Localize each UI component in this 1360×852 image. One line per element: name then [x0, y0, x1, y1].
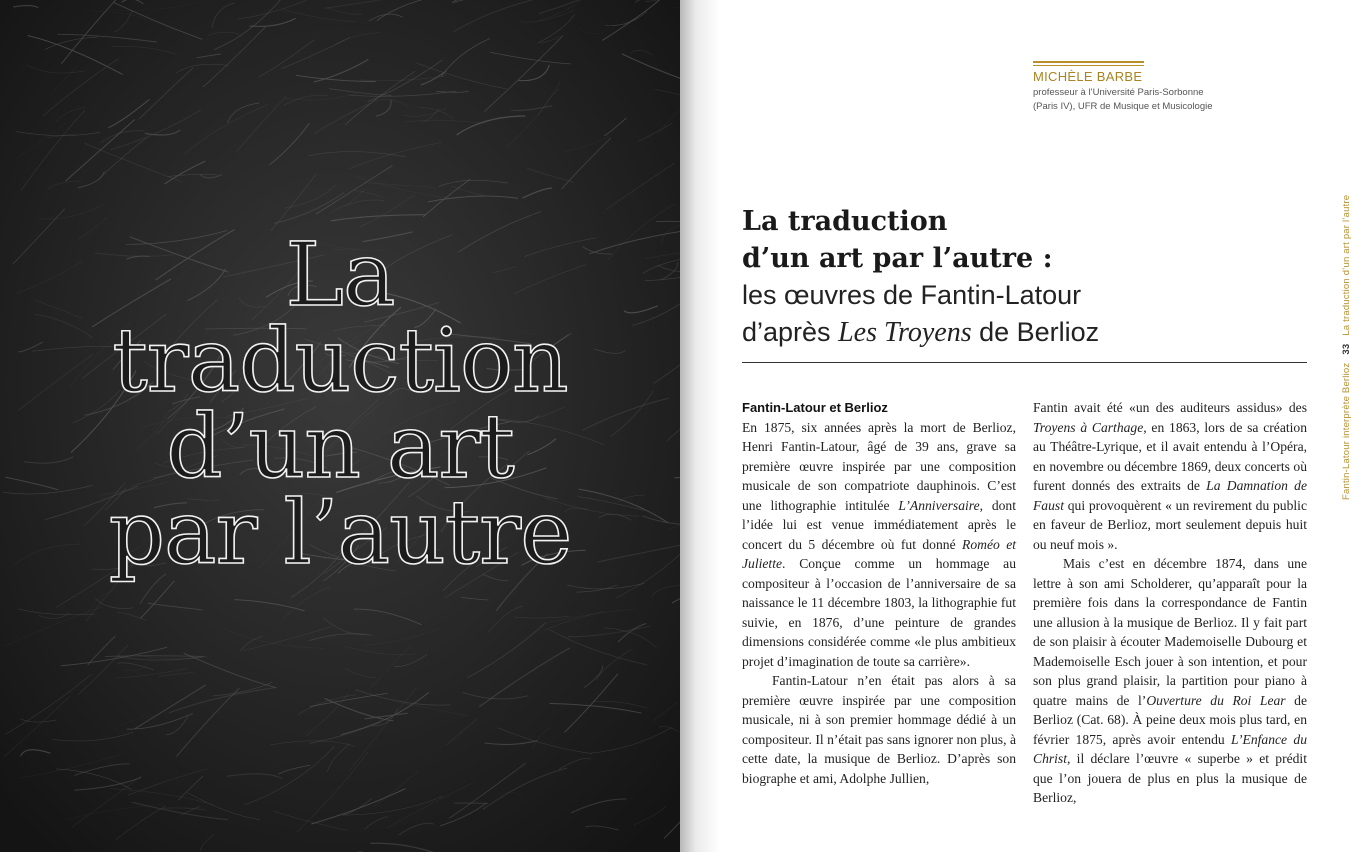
body-column-2 — [1033, 398, 1307, 808]
running-head-right: La traduction d’un art par l’autre — [1341, 194, 1352, 336]
subtitle-text: de Berlioz — [971, 317, 1100, 347]
author-rule — [1033, 61, 1144, 63]
running-head — [1341, 195, 1352, 500]
author-block — [1033, 61, 1253, 114]
cover-title-line: traduction — [112, 309, 568, 412]
subtitle-line — [742, 314, 1312, 351]
title-divider — [742, 362, 1307, 363]
author-role — [1033, 86, 1253, 114]
section-heading: Fantin-Latour et Berlioz — [742, 400, 888, 415]
title-line: d’un art par l’autre : — [742, 243, 1053, 274]
cover-title-line: La — [285, 223, 395, 326]
author-rule — [1033, 65, 1144, 66]
cover-title-line: d’un art — [166, 395, 514, 498]
paragraph: En 1875, six années après la mort de Berlioz, Henri Fantin-Latour, âgé de 39 ans, grave sa première œuvre inspirée par une composition musicale de son compatriote dauphinois. C’est une lithographie intitulée L’Anniversaire, dont l’idée lui est venue immédiatement après le concert du 5 décembre où fut donné Roméo et Juliette. Conçue comme un hommage au compositeur à l’occasion de l’anniversaire de sa naissance le 11 décembre 1803, la lithographie fut suivie, en 1876, d’une peinture de grandes dimensions considérée comme «le plus ambitieux projet d’imagination de toute sa carrière». — [742, 419, 1017, 669]
subtitle-italic: Les Troyens — [838, 317, 972, 348]
title-line: La traduction — [742, 206, 948, 237]
paragraph: Fantin-Latour n’en était pas alors à sa première œuvre inspirée par une composition musicale, ni à son premier hommage dédié à un compositeur. Il n’était pas sans ignorer non plus, à cette date, la musique de Berlioz. D’après son biographe et ami, Adolphe Jullien, — [742, 673, 1016, 786]
author-role-line: professeur à l’Université Paris-Sorbonne — [1033, 87, 1204, 98]
page-number: 33 — [1341, 343, 1352, 355]
spine-shadow — [680, 0, 720, 852]
paragraph: Fantin avait été «un des auditeurs assidus» des Troyens à Carthage, en 1863, lors de sa création au Théâtre-Lyrique, et il avait entendu à l’Opéra, en novembre ou décembre 1869, deux concerts où furent donnés des extraits de La Damnation de Faust qui provoquèrent « un revirement du public en faveur de Berlioz, mort seulement depuis huit ou neuf mois ». — [1033, 400, 1308, 552]
subtitle-line: les œuvres de Fantin-Latour — [742, 280, 1082, 310]
subtitle-text: d’après — [742, 317, 839, 347]
running-head-left: Fantin-Latour interprète Berlioz — [1341, 362, 1352, 500]
author-name: MICHÈLE BARBE — [1033, 69, 1143, 84]
author-role-line: (Paris IV), UFR de Musique et Musicologie — [1033, 101, 1213, 112]
article-title — [742, 203, 1312, 351]
paragraph: Mais c’est en décembre 1874, dans une lettre à son ami Scholderer, qu’apparaît pour la première fois dans la correspondance de Fantin une allusion à la musique de Berlioz. Il y fait part de son plaisir à écouter Mademoiselle Dubourg et Mademoiselle Esch jouer à son intention, et pour son plus grand plaisir, la partition pour piano à quatre mains de l’Ouverture du Roi Lear de Berlioz (Cat. 68). À peine deux mois plus tard, en février 1875, après avoir entendu L’Enfance du Christ, il déclare l’œuvre « superbe » et prédit que l’on jouera de plus en plus la musique de Berlioz, — [1033, 556, 1308, 805]
body-column-1 — [742, 398, 1016, 788]
cover-title — [30, 223, 650, 584]
cover-title-line: par l’autre — [108, 481, 572, 584]
